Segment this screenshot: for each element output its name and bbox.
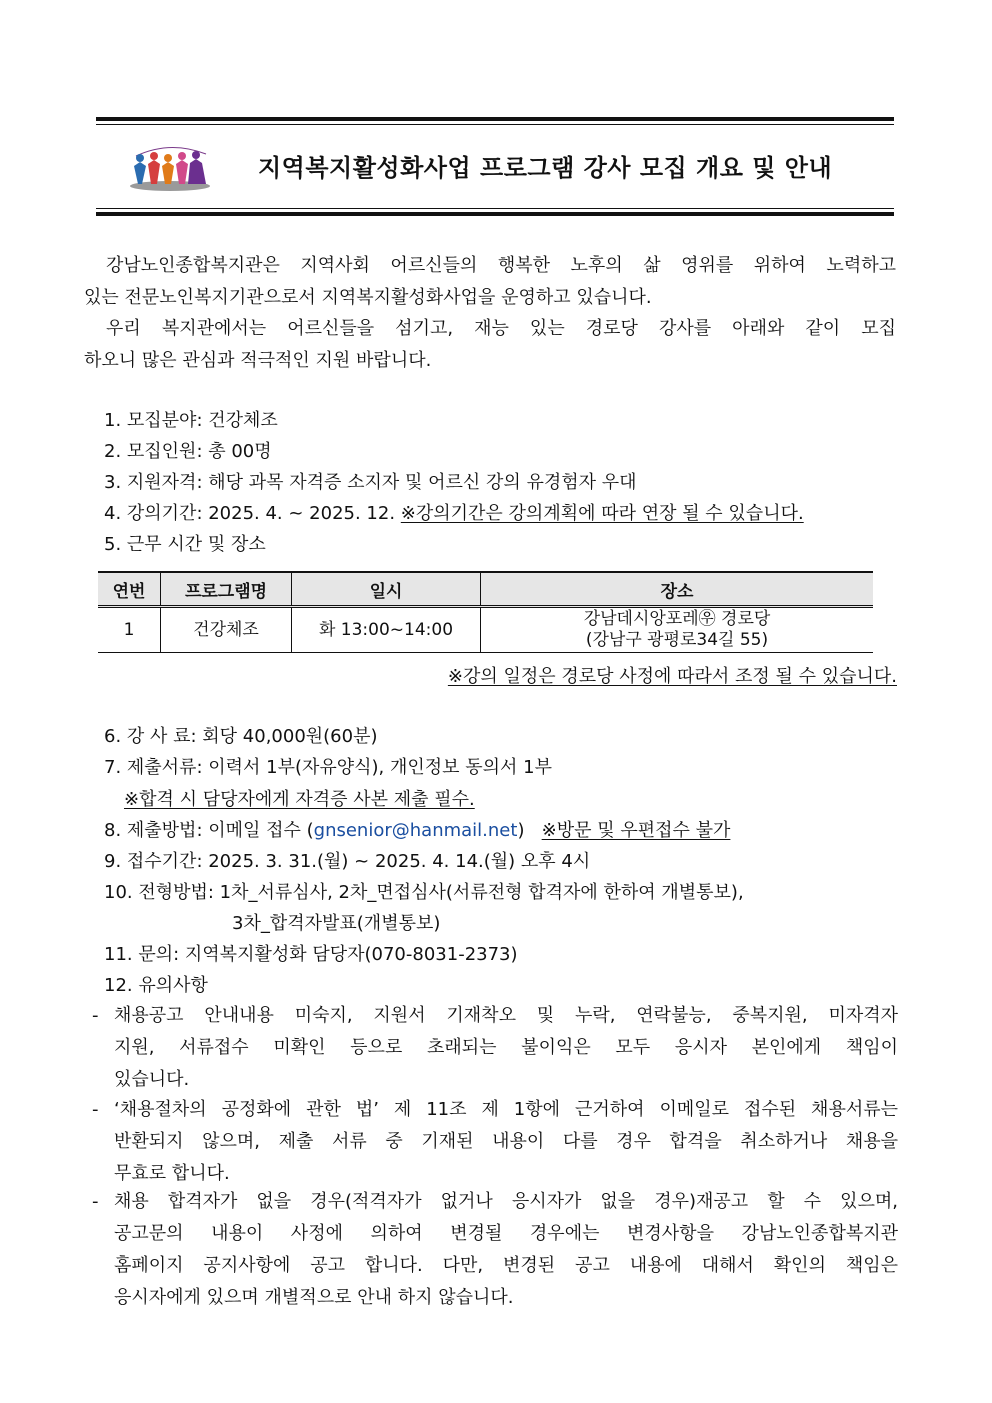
intro-line: 강남노인종합복지관은 지역사회 어르신들의 행복한 노후의 삶 영위를 위하여 노력하고 xyxy=(106,255,896,276)
col-header-no: 연번 xyxy=(98,572,161,607)
item-receipt-period: 9. 접수기간: 2025. 3. 31.(월) ~ 2025. 4. 14.(월) 오후 4시 xyxy=(104,851,591,872)
item-submit-method xyxy=(104,817,730,845)
senior-community-logo xyxy=(126,142,214,192)
item-documents: 7. 제출서류: 이력서 1부(자유양식), 개인정보 동의서 1부 xyxy=(104,757,552,778)
intro-paragraph-2 xyxy=(84,313,896,377)
item-notice-heading: 12. 유의사항 xyxy=(104,975,208,996)
item-work-time-place: 5. 근무 시간 및 장소 xyxy=(104,534,266,555)
intro-line: 있는 전문노인복지기관으로서 지역복지활성화사업을 운영하고 있습니다. xyxy=(84,287,652,308)
lecture-period-note: ※강의기간은 강의계획에 따라 연장 될 수 있습니다. xyxy=(400,503,804,524)
page-title: 지역복지활성화사업 프로그램 강사 모집 개요 및 안내 xyxy=(258,154,833,182)
notice-bullet-2 xyxy=(92,1094,898,1190)
header-rule-top xyxy=(96,117,894,121)
submit-method-close: ) xyxy=(517,820,525,841)
intro-line: 우리 복지관에서는 어르신들을 섬기고, 재능 있는 경로당 강사를 아래와 같이 모집 xyxy=(106,318,896,339)
notice-line: 반환되지 않으며, 제출 서류 중 기재된 내용이 다를 경우 합격을 취소하거나 채용을 xyxy=(114,1131,898,1152)
item-lecture-period xyxy=(104,500,804,528)
cell-no: 1 xyxy=(98,607,161,653)
item-fee: 6. 강 사 료: 회당 40,000원(60분) xyxy=(104,726,378,747)
notice-line: 있습니다. xyxy=(114,1069,190,1090)
col-header-program: 프로그램명 xyxy=(161,572,292,607)
intro-paragraph-1 xyxy=(84,250,896,314)
item-recruit-count: 2. 모집인원: 총 00명 xyxy=(104,441,272,462)
notice-line: 공고문의 내용이 사정에 의하여 변경될 경우에는 변경사항을 강남노인종합복지관 xyxy=(114,1223,898,1244)
bullet-dash: - xyxy=(92,1191,99,1212)
place-name: 강남데시앙포레㉾ 경로당 xyxy=(583,609,771,629)
table-header-row xyxy=(98,572,873,607)
intro-line: 하오니 많은 관심과 적극적인 지원 바랍니다. xyxy=(84,350,432,371)
item-qualification: 3. 지원자격: 해당 과목 자격증 소지자 및 어르신 강의 유경험자 우대 xyxy=(104,472,637,493)
header-rule-top-thin xyxy=(96,124,894,125)
header-rule-bottom-thin xyxy=(96,208,894,209)
notice-line: 홈페이지 공지사항에 공고 합니다. 다만, 변경된 공고 내용에 대해서 확인의 책임은 xyxy=(114,1255,898,1276)
item-inquiry: 11. 문의: 지역복지활성화 담당자(070-8031-2373) xyxy=(104,944,518,965)
cell-time: 화 13:00~14:00 xyxy=(292,607,481,653)
schedule-note: ※강의 일정은 경로당 사정에 따라서 조정 될 수 있습니다. xyxy=(447,666,897,687)
item-recruit-field: 1. 모집분야: 건강체조 xyxy=(104,410,278,431)
notice-line: ‘채용절차의 공정화에 관한 법’ 제 11조 제 1항에 근거하여 이메일로 접수된 채용서류는 xyxy=(114,1099,898,1120)
item-selection-method: 10. 전형방법: 1차_서류심사, 2차_면접심사(서류전형 합격자에 한하여 개별통보), xyxy=(104,882,744,903)
selection-method-line-2: 3차_합격자발표(개별통보) xyxy=(232,913,441,934)
notice-line: 채용공고 안내내용 미숙지, 지원서 기재착오 및 누락, 연락불능, 중복지원, 미자격자 xyxy=(114,1005,898,1026)
notice-line: 채용 합격자가 없을 경우(적격자가 없거나 응시자가 없을 경우)재공고 할 수 있으며, xyxy=(114,1191,898,1212)
col-header-time: 일시 xyxy=(292,572,481,607)
email-address[interactable]: gnsenior@hanmail.net xyxy=(313,820,518,841)
documents-note: ※합격 시 담당자에게 자격증 사본 제출 필수. xyxy=(124,789,475,810)
submit-method-text: 8. 제출방법: 이메일 접수 ( xyxy=(104,820,314,841)
col-header-place: 장소 xyxy=(481,572,874,607)
notice-bullet-3 xyxy=(92,1186,898,1314)
notice-line: 무효로 합니다. xyxy=(114,1163,230,1184)
notice-line: 응시자에게 있으며 개별적으로 안내 하지 않습니다. xyxy=(114,1287,514,1308)
table-row xyxy=(98,607,873,653)
header-rule-bottom xyxy=(96,212,894,216)
notice-line: 지원, 서류접수 미확인 등으로 초래되는 불이익은 모두 응시자 본인에게 책임이 xyxy=(114,1037,898,1058)
cell-program: 건강체조 xyxy=(161,607,292,653)
cell-place xyxy=(481,607,874,653)
bullet-dash: - xyxy=(92,1005,99,1026)
notice-bullet-1 xyxy=(92,1000,898,1096)
place-address: (강남구 광평로34길 55) xyxy=(585,630,769,650)
submit-method-note: ※방문 및 우편접수 불가 xyxy=(541,820,731,841)
schedule-table xyxy=(98,571,873,653)
bullet-dash: - xyxy=(92,1099,99,1120)
lecture-period-text: 4. 강의기간: 2025. 4. ~ 2025. 12. xyxy=(104,503,401,524)
